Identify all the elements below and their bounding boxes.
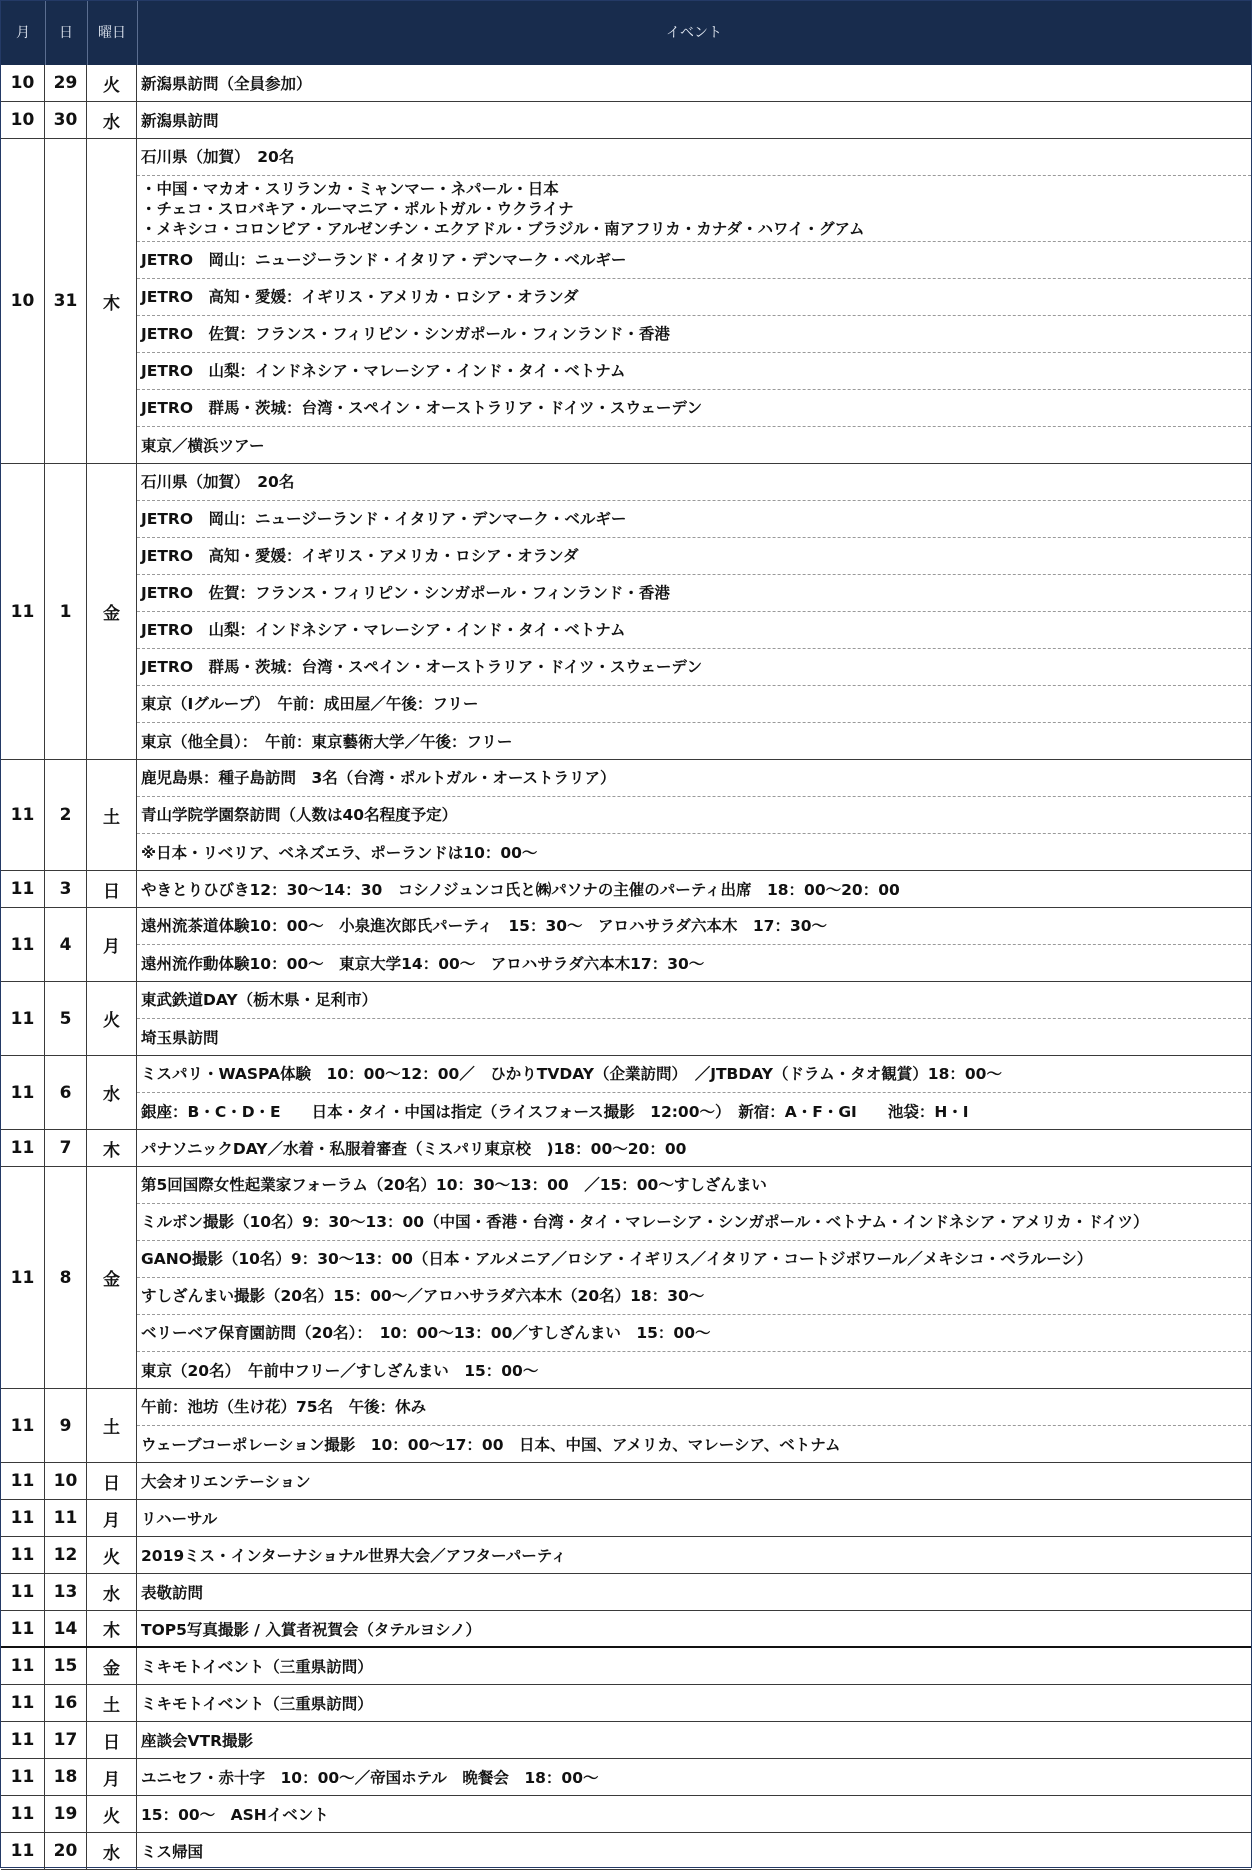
table-row [1, 65, 1251, 102]
weekday-cell: 火 [87, 65, 137, 101]
event-item [137, 1315, 1251, 1352]
weekday-cell: 火 [87, 1537, 137, 1573]
month-cell: 11 [1, 1056, 45, 1129]
event-item [137, 797, 1251, 834]
event-text: TOP5写真撮影 / 入賞者祝賀会（タテルヨシノ） [141, 1620, 481, 1639]
day-cell: 15 [45, 1648, 87, 1684]
event-item [137, 1167, 1251, 1204]
month-cell: 11 [1, 464, 45, 759]
event-text: ・チェコ・スロバキア・ルーマニア・ポルトガル・ウクライナ [141, 199, 574, 218]
event-item [137, 1426, 1251, 1463]
weekday-cell: 水 [87, 1056, 137, 1129]
event-item [137, 723, 1251, 760]
weekday-cell: 土 [87, 760, 137, 870]
table-row [1, 1648, 1251, 1685]
event-list [137, 1130, 1251, 1166]
month-cell: 11 [1, 1611, 45, 1646]
event-item [137, 353, 1251, 390]
event-text: JETRO 山梨：インドネシア・マレーシア・インド・タイ・ベトナム [141, 362, 626, 380]
day-cell: 29 [45, 65, 87, 101]
event-list [137, 1722, 1251, 1758]
month-cell: 11 [1, 982, 45, 1055]
event-item [137, 139, 1251, 176]
event-text: JETRO 岡山：ニュージーランド・イタリア・デンマーク・ベルギー [141, 251, 627, 269]
table-row [1, 1130, 1251, 1167]
day-cell: 3 [45, 871, 87, 907]
month-cell: 11 [1, 1574, 45, 1610]
table-row [1, 982, 1251, 1056]
weekday-cell: 火 [87, 1796, 137, 1832]
month-cell: 11 [1, 1389, 45, 1462]
month-cell: 11 [1, 1463, 45, 1499]
weekday-cell: 水 [87, 102, 137, 138]
event-list [137, 1389, 1251, 1462]
month-cell: 10 [1, 65, 45, 101]
event-item [137, 316, 1251, 353]
event-item [137, 1130, 1251, 1167]
weekday-cell: 月 [87, 1500, 137, 1536]
event-item [137, 834, 1251, 871]
event-text: ・メキシコ・コロンビア・アルゼンチン・エクアドル・ブラジル・南アフリカ・カナダ・ハワイ・グアム [141, 219, 865, 238]
event-text: GANO撮影（10名）9：30～13：00（日本・アルメニア／ロシア・イギリス／イタリア・コートジボワール／メキシコ・ベラルーシ） [141, 1250, 1093, 1268]
month-cell: 11 [1, 1500, 45, 1536]
weekday-cell: 日 [87, 871, 137, 907]
event-item [137, 102, 1251, 139]
event-item [137, 1537, 1251, 1574]
header-month: 月 [1, 1, 46, 65]
month-cell: 11 [1, 1722, 45, 1758]
weekday-cell: 金 [87, 464, 137, 759]
event-item [137, 427, 1251, 464]
header-weekday: 曜日 [87, 1, 138, 65]
event-list [137, 1537, 1251, 1573]
event-item [137, 686, 1251, 723]
weekday-cell: 月 [87, 908, 137, 981]
event-text: 青山学院学園祭訪問（人数は40名程度予定） [141, 806, 458, 824]
event-item [137, 1685, 1251, 1722]
event-text: 東武鉄道DAY（栃木県・足利市） [141, 991, 378, 1009]
event-text: 東京（Iグループ） 午前：成田屋／午後：フリー [141, 695, 479, 713]
day-cell: 10 [45, 1463, 87, 1499]
event-text: ※日本・リベリア、ベネズエラ、ポーランドは10：00～ [141, 843, 538, 862]
event-text: JETRO 佐賀：フランス・フィリピン・シンガポール・フィンランド・香港 [141, 584, 670, 602]
weekday-cell: 木 [87, 139, 137, 463]
month-cell: 11 [1, 1796, 45, 1832]
event-text: ミキモトイベント（三重県訪問） [141, 1657, 373, 1676]
day-cell: 8 [45, 1167, 87, 1388]
month-cell: 11 [1, 760, 45, 870]
event-item [137, 176, 1251, 242]
event-list [137, 1685, 1251, 1721]
event-item [137, 1093, 1251, 1130]
event-text: 東京（他全員）： 午前：東京藝術大学／午後：フリー [141, 732, 513, 751]
event-text: 石川県（加賀） 20名 [141, 148, 295, 166]
event-item [137, 390, 1251, 427]
day-cell: 12 [45, 1537, 87, 1573]
table-row [1, 1389, 1251, 1463]
month-cell: 11 [1, 1833, 45, 1869]
event-text: ミルボン撮影（10名）9：30～13：00（中国・香港・台湾・タイ・マレーシア・シンガポール・ベトナム・インドネシア・アメリカ・ドイツ） [141, 1213, 1149, 1231]
month-cell: 11 [1, 1648, 45, 1684]
event-text: リハーサル [141, 1509, 218, 1528]
table-row [1, 1463, 1251, 1500]
event-item [137, 1574, 1251, 1611]
table-row [1, 1056, 1251, 1130]
table-row [1, 1167, 1251, 1389]
event-list [137, 1463, 1251, 1499]
event-item [137, 501, 1251, 538]
event-text: JETRO 高知・愛媛：イギリス・アメリカ・ロシア・オランダ [141, 547, 579, 565]
event-text: JETRO 群馬・茨城：台湾・スペイン・オーストラリア・ドイツ・スウェーデン [141, 399, 703, 417]
event-item [137, 760, 1251, 797]
event-item [137, 1019, 1251, 1056]
day-cell: 9 [45, 1389, 87, 1462]
event-list [137, 982, 1251, 1055]
table-row [1, 908, 1251, 982]
event-text: 遠州流作動体験10：00～ 東京大学14：00～ アロハサラダ六本木17：30～ [141, 954, 705, 973]
day-cell: 16 [45, 1685, 87, 1721]
event-text: ベリーベア保育園訪問（20名）： 10：00～13：00／すしざんまい 15：00～ [141, 1324, 711, 1342]
event-list [137, 760, 1251, 870]
event-list [137, 139, 1251, 463]
table-row [1, 1722, 1251, 1759]
weekday-cell: 日 [87, 1722, 137, 1758]
event-text: ・中国・マカオ・スリランカ・ミャンマー・ネパール・日本 [141, 179, 559, 198]
weekday-cell: 水 [87, 1574, 137, 1610]
month-cell: 11 [1, 871, 45, 907]
event-text: ミス帰国 [141, 1842, 204, 1861]
table-row [1, 1685, 1251, 1722]
day-cell: 6 [45, 1056, 87, 1129]
day-cell: 17 [45, 1722, 87, 1758]
day-cell: 20 [45, 1833, 87, 1869]
event-item [137, 1463, 1251, 1500]
event-text: 2019ミス・インターナショナル世界大会／アフターパーティ [141, 1546, 567, 1565]
day-cell: 5 [45, 982, 87, 1055]
event-text: 遠州流茶道体験10：00～ 小泉進次郎氏パーティ 15：30～ アロハサラダ六本木 17：30～ [141, 917, 828, 935]
event-item [137, 871, 1251, 908]
day-cell: 1 [45, 464, 87, 759]
header-event: イベント [666, 25, 722, 41]
day-cell: 7 [45, 1130, 87, 1166]
event-item [137, 1833, 1251, 1870]
event-item [137, 1352, 1251, 1389]
event-item [137, 1611, 1251, 1648]
event-text: 銀座：B・C・D・E 日本・タイ・中国は指定（ライスフォース撮影 12:00～） 新宿：A・F・GI 池袋：H・I [141, 1102, 969, 1121]
event-text: 鹿児島県：種子島訪問 3名（台湾・ポルトガル・オーストラリア） [141, 769, 616, 787]
header-day: 日 [45, 1, 88, 65]
event-item [137, 242, 1251, 279]
weekday-cell: 土 [87, 1389, 137, 1462]
event-item [137, 982, 1251, 1019]
event-text: 第5回国際女性起業家フォーラム（20名）10：30～13：00 ／15：00～すしざんまい [141, 1176, 767, 1194]
day-cell: 14 [45, 1611, 87, 1646]
event-item [137, 575, 1251, 612]
event-item [137, 1389, 1251, 1426]
event-text: 新潟県訪問（全員参加） [141, 74, 312, 93]
month-cell: 10 [1, 102, 45, 138]
day-cell: 11 [45, 1500, 87, 1536]
event-item [137, 538, 1251, 575]
event-text: 大会オリエンテーション [141, 1472, 311, 1491]
event-item [137, 65, 1251, 102]
table-row [1, 1574, 1251, 1611]
event-text: 午前：池坊（生け花）75名 午後：休み [141, 1398, 427, 1416]
event-item [137, 1204, 1251, 1241]
event-text: やきとりひびき12：30～14：30 コシノジュンコ氏と㈱パソナの主催のパーティ出席 18：00～20：00 [141, 880, 900, 899]
event-list [137, 908, 1251, 981]
event-list [137, 1833, 1251, 1869]
event-text: ユニセフ・赤十字 10：00～／帝国ホテル 晩餐会 18：00～ [141, 1768, 599, 1787]
event-item [137, 1648, 1251, 1685]
event-list [137, 1796, 1251, 1832]
day-cell: 18 [45, 1759, 87, 1795]
event-item [137, 1796, 1251, 1833]
weekday-cell: 土 [87, 1685, 137, 1721]
event-text: JETRO 岡山：ニュージーランド・イタリア・デンマーク・ベルギー [141, 510, 627, 528]
table-row [1, 464, 1251, 760]
event-text: 座談会VTR撮影 [141, 1731, 254, 1750]
event-list [137, 1167, 1251, 1388]
month-cell: 11 [1, 1685, 45, 1721]
weekday-cell: 金 [87, 1167, 137, 1388]
event-text: 東京／横浜ツアー [141, 436, 265, 455]
day-cell: 31 [45, 139, 87, 463]
event-list [137, 65, 1251, 101]
month-cell: 10 [1, 139, 45, 463]
event-list [137, 1574, 1251, 1610]
weekday-cell: 火 [87, 982, 137, 1055]
table-row [1, 760, 1251, 871]
table-row [1, 871, 1251, 908]
month-cell: 11 [1, 1130, 45, 1166]
event-text: 新潟県訪問 [141, 111, 219, 130]
month-cell: 11 [1, 908, 45, 981]
event-text: すしざんまい撮影（20名）15：00～／アロハサラダ六本木（20名）18：30～ [141, 1287, 705, 1305]
event-item [137, 908, 1251, 945]
weekday-cell: 水 [87, 1833, 137, 1869]
day-cell: 19 [45, 1796, 87, 1832]
event-text: ミキモトイベント（三重県訪問） [141, 1694, 373, 1713]
event-text: 埼玉県訪問 [141, 1028, 219, 1047]
month-cell: 11 [1, 1759, 45, 1795]
event-text: パナソニックDAY／水着・私服着審査（ミスパリ東京校 )18：00～20：00 [141, 1139, 687, 1158]
day-cell: 4 [45, 908, 87, 981]
event-item [137, 945, 1251, 982]
table-row [1, 102, 1251, 139]
event-item [137, 1722, 1251, 1759]
event-list [137, 1500, 1251, 1536]
event-item [137, 1500, 1251, 1537]
event-item [137, 279, 1251, 316]
event-item [137, 649, 1251, 686]
month-cell: 11 [1, 1167, 45, 1388]
weekday-cell: 金 [87, 1648, 137, 1684]
weekday-cell: 月 [87, 1759, 137, 1795]
event-item [137, 1056, 1251, 1093]
event-list [137, 1648, 1251, 1684]
event-item [137, 612, 1251, 649]
table-row [1, 1833, 1251, 1870]
event-text: JETRO 高知・愛媛：イギリス・アメリカ・ロシア・オランダ [141, 288, 579, 306]
table-row [1, 1796, 1251, 1833]
weekday-cell: 木 [87, 1130, 137, 1166]
event-text: 東京（20名） 午前中フリー／すしざんまい 15：00～ [141, 1361, 539, 1380]
event-list [137, 871, 1251, 907]
event-list [137, 1056, 1251, 1129]
weekday-cell: 木 [87, 1611, 137, 1646]
table-row [1, 1500, 1251, 1537]
event-list [137, 102, 1251, 138]
event-text: JETRO 群馬・茨城：台湾・スペイン・オーストラリア・ドイツ・スウェーデン [141, 658, 703, 676]
table-header [1, 1, 1251, 65]
table-row [1, 1759, 1251, 1796]
event-text: ウェーブコーポレーション撮影 10：00～17：00 日本、中国、アメリカ、マレーシア、ベトナム [141, 1435, 841, 1454]
event-item [137, 1278, 1251, 1315]
event-text: JETRO 佐賀：フランス・フィリピン・シンガポール・フィンランド・香港 [141, 325, 670, 343]
table-row [1, 1537, 1251, 1574]
event-text: 石川県（加賀） 20名 [141, 473, 295, 491]
event-list [137, 1759, 1251, 1795]
day-cell: 2 [45, 760, 87, 870]
table-row [1, 1611, 1251, 1648]
month-cell: 11 [1, 1537, 45, 1573]
day-cell: 30 [45, 102, 87, 138]
table-row [1, 139, 1251, 464]
event-text: ミスパリ・WASPA体験 10：00～12：00／ ひかりTVDAY（企業訪問） ／JTBDAY（ドラム・タオ観賞）18：00～ [141, 1065, 1002, 1083]
event-item [137, 1759, 1251, 1796]
event-text: 表敬訪問 [141, 1583, 204, 1602]
event-item [137, 1241, 1251, 1278]
event-list [137, 464, 1251, 759]
event-text: 15：00～ ASHイベント [141, 1805, 329, 1824]
event-list [137, 1611, 1251, 1646]
event-text: JETRO 山梨：インドネシア・マレーシア・インド・タイ・ベトナム [141, 621, 626, 639]
event-item [137, 464, 1251, 501]
weekday-cell: 日 [87, 1463, 137, 1499]
day-cell: 13 [45, 1574, 87, 1610]
